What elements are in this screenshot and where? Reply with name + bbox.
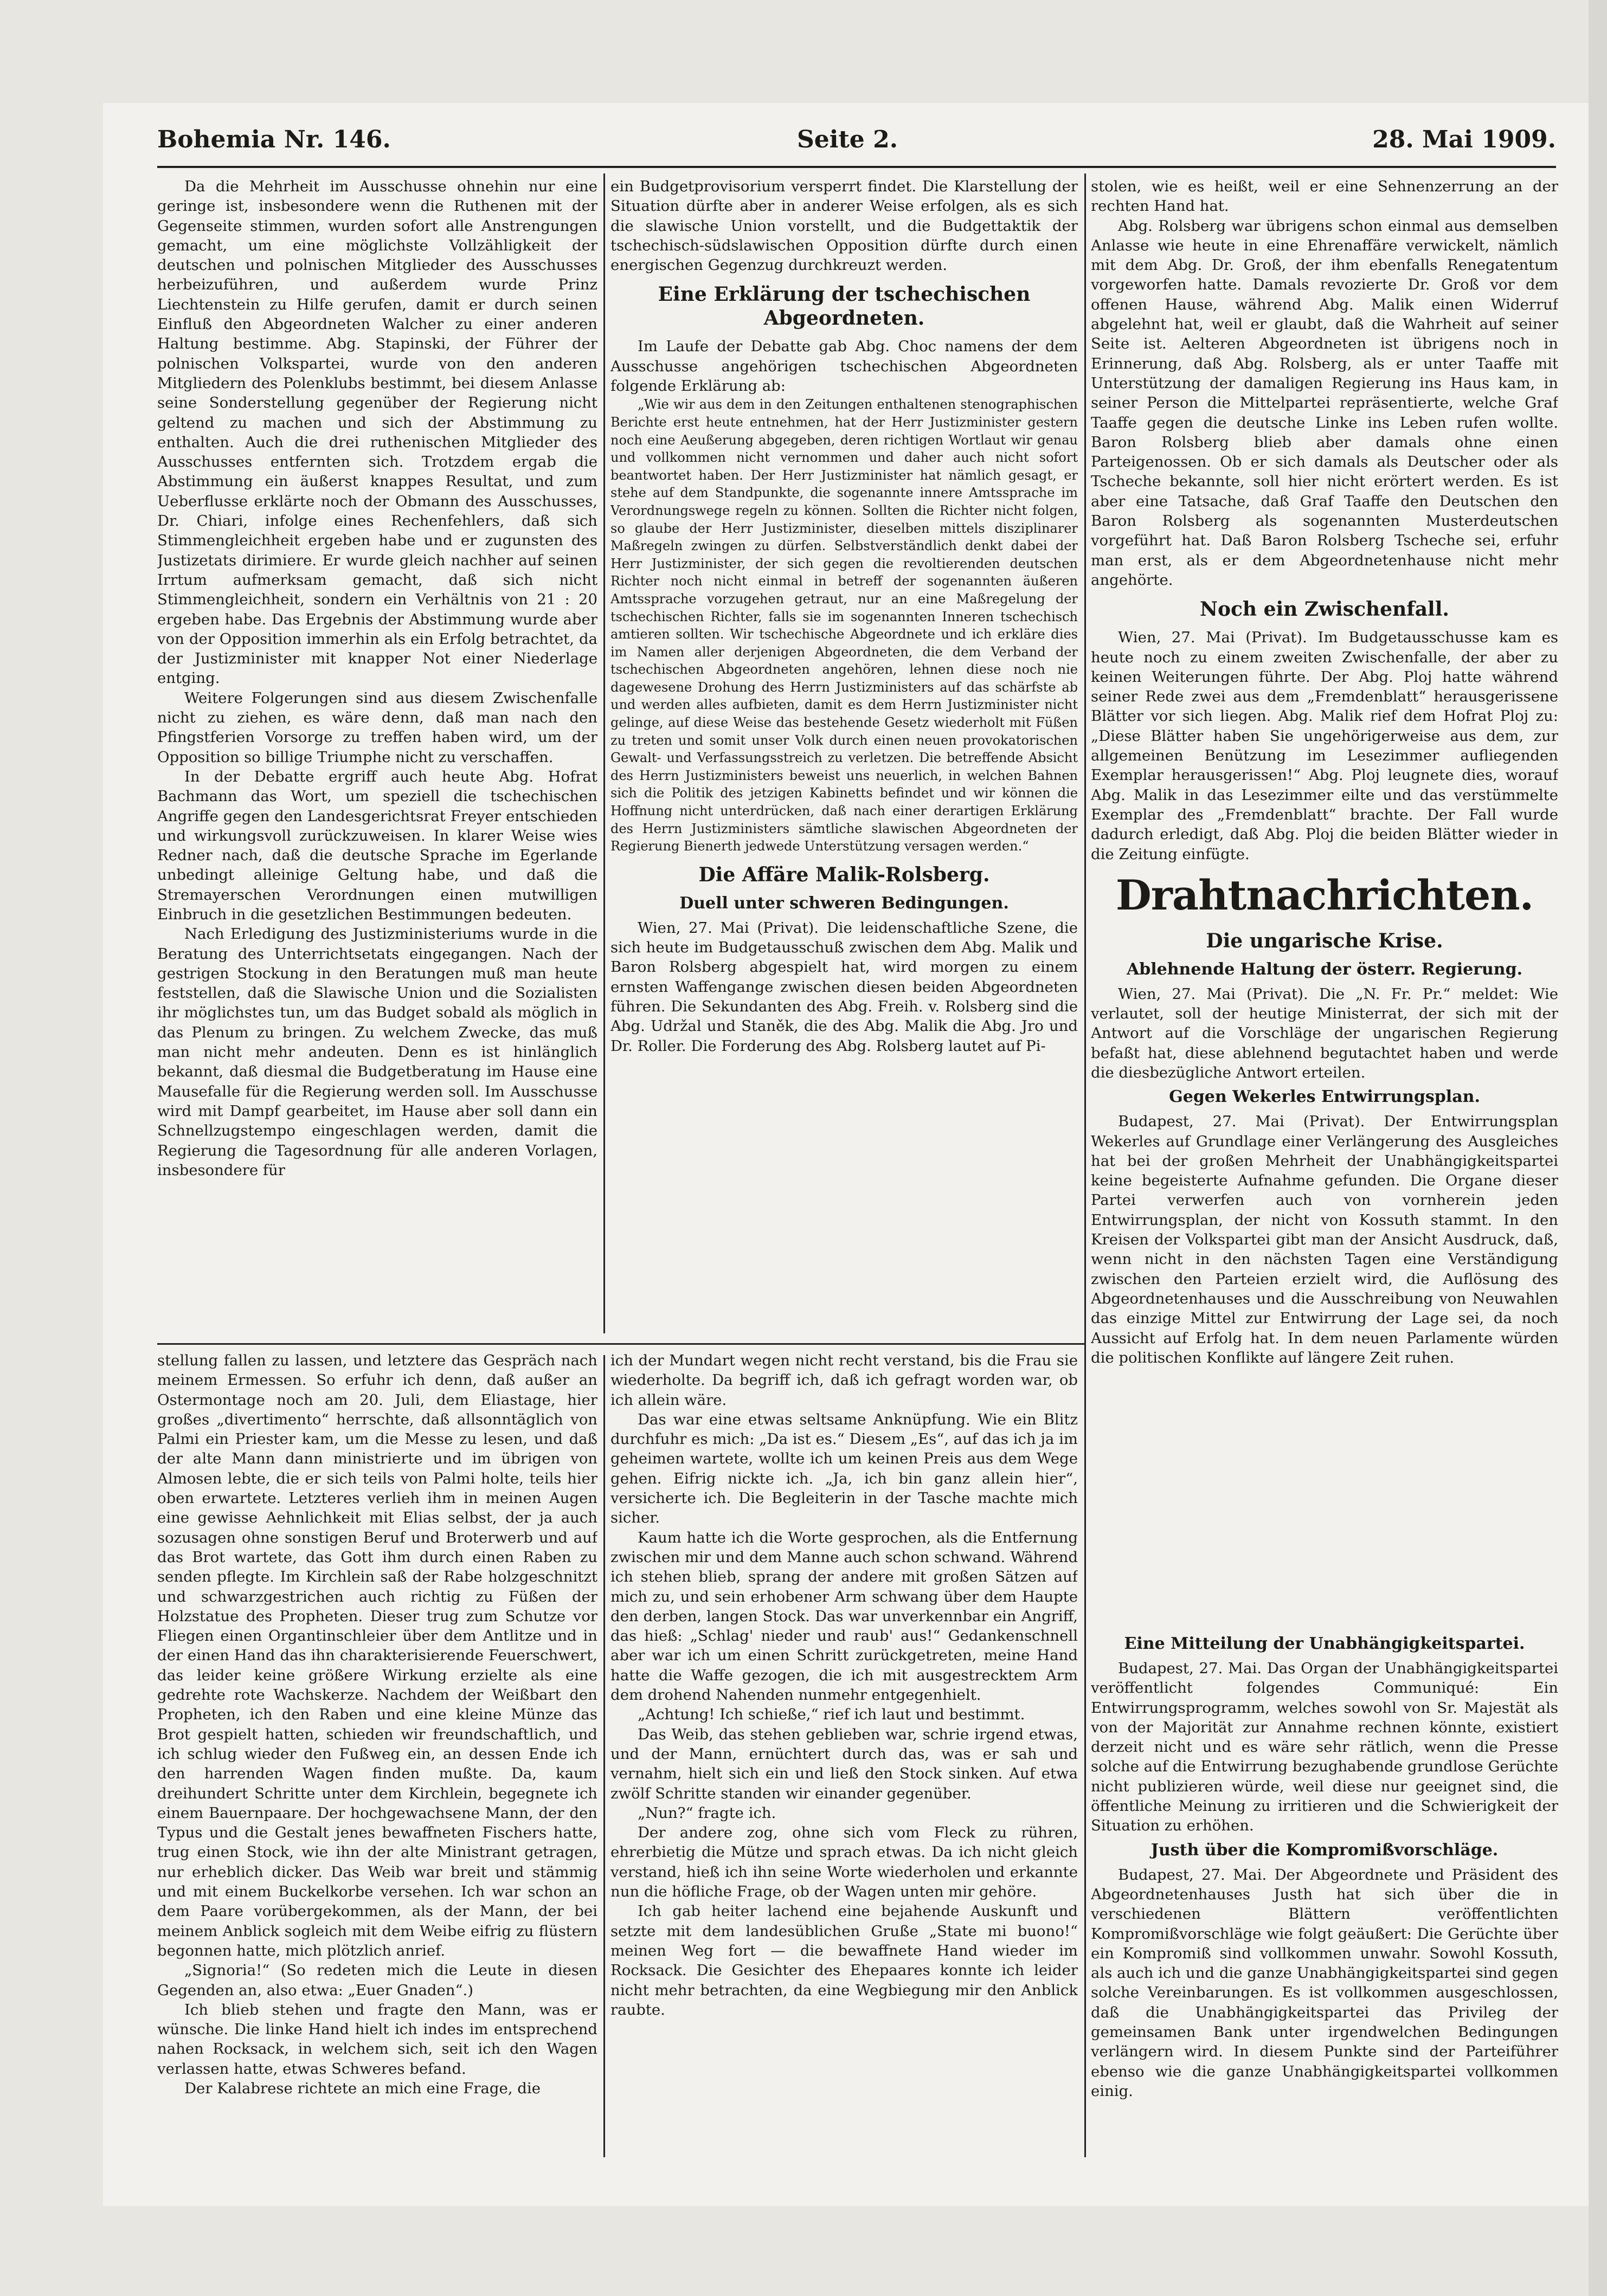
article-column-1 [157,177,597,1337]
issue-date: 28. Mai 1909. [1372,126,1556,153]
paragraph: „Achtung! Ich schieße,“ rief ich laut und bestimmt. [638,1706,1025,1724]
paragraph: ein Budgetprovisorium versperrt findet. Die Klarstellung der Situation dürfte aber in anderer Weise erfolgen, als es sich die slawische Union vorstellt, und die Budgettaktik der tschechisch-südslawischen Opposition dürfte durch einen energischen Gegenzug durchkreuzt werden. [610,178,1078,274]
scan-edge [1589,0,1607,2296]
paragraph: ich der Mundart wegen nicht recht verstand, bis die Frau sie wiederholte. Da begriff ich, daß ich gefragt worden war, ob ich allein wäre. [610,1352,1078,1409]
paragraph: Weitere Folgerungen sind aus diesem Zwischenfalle nicht zu ziehen, es wäre denn, daß man nach den Pfingstferien Vorsorge zu treffen haben wird, um der Opposition so billige Triumphe nicht zu verschaffen. [157,689,597,766]
article-column-6 [1091,1629,1558,2160]
article-column-2 [610,177,1078,1337]
paragraph: Der Kalabrese richtete an mich eine Frage, die [184,2079,541,2097]
page-header [157,126,1556,164]
subheadline-unabhaengigkeitspartei: Eine Mitteilung der Unabhängigkeitspartei. [1124,1634,1525,1653]
masthead-issue: Bohemia Nr. 146. [157,126,391,153]
feuilleton-column-1 [157,1351,597,2158]
subheadline-duel: Duell unter schweren Bedingungen. [679,893,1009,913]
paragraph: „Nun?“ fragte ich. [638,1804,776,1822]
subheadline-wekerle: Gegen Wekerles Entwirrungsplan. [1169,1087,1480,1107]
paragraph: Wien, 27. Mai (Privat). Die leidenschaftliche Szene, die sich heute im Budgetausschuß zwischen dem Abg. Malik und Baron Rolsberg abgespielt hat, wird morgen zu einem ernsten Waffengange zwischen diesen beiden Abgeordneten führen. Die Sekundanten des Abg. Freih. v. Rolsberg sind die Abg. Udržal und Staněk, die des Abg. Malik die Abg. Jro und Dr. Roller. Die Forderung des Abg. Rolsberg lautet auf Pi- [610,919,1078,1055]
column-rule [603,1355,605,2157]
paragraph: „Signoria!“ (So redeten mich die Leute in diesen Gegenden an, also etwa: „Euer Gnaden“.) [157,1962,597,1999]
headline-czech-declaration: Eine Erklärung der tschechischen Abgeordneten. [658,283,1031,330]
paragraph: Budapest, 27. Mai (Privat). Der Entwirrungsplan Wekerles auf Grundlage einer Verlängerung des Ausgleiches hat bei der großen Mehrheit der Unabhängigkeitspartei keine begeisterte Aufnahme gefunden. Die Organe dieser Partei verwerfen auch von vornherein jeden Entwirrungsplan, der nicht von Kossuth stammt. In den Kreisen der Volkspartei gibt man der Ansicht Ausdruck, daß, wenn nicht in den nächsten Tagen eine Verständigung zwischen den Parteien erzielt wird, die Auflösung des Abgeordnetenhauses und die Ausschreibung von Neuwahlen das einzige Mittel zur Entwirrung der Lage sei, da noch Aussicht auf Erfolg hat. In dem neuen Parlamente würden die politischen Konflikte auf längere Zeit ruhen. [1091,1113,1558,1366]
paragraph: Da die Mehrheit im Ausschusse ohnehin nur eine geringe ist, insbesondere wenn die Ruthenen mit der Gegenseite stimmen, wurden sofort alle Anstrengungen gemacht, um eine möglichste Vollzähligkeit der deutschen und polnischen Mitglieder des Ausschusses herbeizuführen, und außerdem wurde Prinz Liechtenstein zu Hilfe gerufen, damit er durch seinen Einfluß den Abgeordneten Walcher zu einer anderen Haltung bestimme. Abg. Stapinski, der Führer der polnischen Volkspartei, wurde von den anderen Mitgliedern des Polenklubs bestimmt, bei diesem Anlasse seine Sonderstellung gegenüber der Regierung nicht geltend zu machen und sich der Abstimmung zu enthalten. Auch die drei ruthenischen Mitglieder des Ausschusses entfernten sich. Trotzdem ergab die Abstimmung ein äußerst knappes Resultat, und zum Ueberflusse erklärte noch der Obmann des Ausschusses, Dr. Chiari, infolge eines Rechenfehlers, daß sich Stimmengleichheit ergeben habe und er zugunsten des Justizetats dirimiere. Er wurde gleich nachher auf seinen Irrtum aufmerksam gemacht, daß sich nicht Stimmengleichheit, sondern ein Verhältnis von 21 : 20 ergeben habe. Das Ergebnis der Abstimmung wurde aber von der Opposition immerhin als ein Erfolg betrachtet, da der Justizminister mit knapper Not einer Niederlage entging. [157,178,597,687]
headline-malik-rolsberg: Die Affäre Malik-Rolsberg. [698,863,990,886]
section-title-drahtnachrichten: Drahtnachrichten. [1115,870,1534,919]
paragraph: Ich blieb stehen und fragte den Mann, was er wünsche. Die linke Hand hielt ich indes im entsprechend nahen Rocksack, in welchem sich, seit ich den Wagen verlassen hatte, etwas Schweres befand. [157,2001,597,2078]
header-rule [157,166,1556,168]
paragraph: Kaum hatte ich die Worte gesprochen, als die Entfernung zwischen mir und dem Manne auch schon schwand. Während ich stehen blieb, sprang der andere mit großen Sätzen auf mich zu, und sein erhobener Arm schwang über dem Haupte den derben, langen Stock. Das war unverkennbar ein Angriff, das hieß: „Schlag' nieder und raub' aus!“ Gedankenschnell aber war ich um einen Schritt zurückgetreten, meine Hand hatte die Waffe gezogen, die ich mit ausgestrecktem Arm dem drohend Nahenden nunmehr entgegenhielt. [610,1528,1078,1704]
feuilleton-column-2 [610,1351,1078,2158]
paragraph: Das Weib, das stehen geblieben war, schrie irgend etwas, und der Mann, ernüchtert durch das, was er sah und vernahm, hielt sich ein und ließ den Stock sinken. Auf etwa zwölf Schritte standen wir einander gegenüber. [610,1725,1078,1802]
paragraph: stolen, wie es heißt, weil er eine Sehnenzerrung an der rechten Hand hat. [1091,178,1558,215]
paragraph: Das war eine etwas seltsame Anknüpfung. Wie ein Blitz durchfuhr es mich: „Da ist es.“ Diesem „Es“, auf das ich ja im geheimen wartete, wollte ich um keinen Preis aus dem Wege gehen. Eifrig nickte ich. „Ja, ich bin ganz allein hier“, versicherte ich. Die Begleiterin in der Tasche machte mich sicher. [610,1410,1078,1527]
subheadline-justh: Justh über die Kompromißvorschläge. [1150,1840,1499,1860]
paragraph: Wien, 27. Mai (Privat). Im Budgetausschusse kam es heute noch zu einem zweiten Zwischenfalle, der aber zu keinen Weiterungen führte. Der Abg. Ploj hatte während seiner Rede zwei aus dem „Fremdenblatt“ herausgerissene Blätter vor sich liegen. Abg. Malik rief dem Hofrat Ploj zu: „Diese Blätter haben Sie ungehörigerweise aus dem, zur allgemeinen Benützung im Lesezimmer aufliegenden Exemplar herausgerissen!“ Abg. Ploj leugnete dies, worauf Abg. Malik in das Lesezimmer eilte und das verstümmelte Exemplar des „Fremdenblatt“ brachte. Der Fall wurde dadurch erledigt, daß Abg. Ploj die beiden Blätter wieder in die Zeitung einfügte. [1091,629,1558,863]
paragraph: Nach Erledigung des Justizministeriums wurde in die Beratung des Unterrichtsetats eingegangen. Nach der gestrigen Stockung in den Beratungen muß man heute feststellen, daß die Slawische Union und die Sozialisten ihr möglichstes tun, um das Budget sobald als möglich in das Plenum zu bringen. Zu welchem Zwecke, das muß man nicht mehr andeuten. Denn es ist hinlänglich bekannt, daß diesmal die Budgetberatung im Hause eine Mausefalle für die Regierung werden soll. Im Ausschusse wird mit Dampf gearbeitet, im Hause aber soll dann ein Schnellzugstempo eingeschlagen werden, damit die Regierung die Tagesordnung für alle anderen Vorlagen, insbesondere für [157,925,597,1179]
paragraph: Im Laufe der Debatte gab Abg. Choc namens der dem Ausschusse angehörigen tschechischen Abgeordneten folgende Erklärung ab: [610,338,1078,395]
paragraph: Abg. Rolsberg war übrigens schon einmal aus demselben Anlasse wie heute in eine Ehrenaffäre verwickelt, nämlich mit dem Abg. Dr. Groß, der ihm ebenfalls Renegatentum vorgeworfen hatte. Damals revozierte Dr. Groß vor dem offenen Hause, während Abg. Malik einen Widerruf abgelehnt hat, weil er glaubt, daß die Wahrheit auf seiner Seite ist. Aelteren Abgeordneten ist übrigens noch in Erinnerung, daß Abg. Rolsberg, als er unter Taaffe mit Unterstützung der damaligen Regierung ins Haus kam, in seiner Person die Mittelpartei repräsentierte, welche Graf Taaffe gegen die deutsche Linke ins Leben rufen wollte. Baron Rolsberg blieb aber damals ohne einen Parteigenossen. Ob er sich damals als Deutscher oder als Tscheche bekannte, soll hier nicht erörtert werden. Es ist aber eine Tatsache, daß Graf Taaffe den Deutschen den Baron Rolsberg als sogenannten Musterdeutschen vorgeführt hat. Daß Baron Rolsberg Tscheche sei, erfuhr man erst, als er dem Abgeordnetenhause nicht mehr angehörte. [1091,217,1558,589]
paragraph: In der Debatte ergriff auch heute Abg. Hofrat Bachmann das Wort, um speziell die tschechischen Angriffe gegen den Landesgerichtsrat Freyer entschieden und wirkungsvoll zurückzuweisen. In klarer Weise wies Redner nach, daß die deutsche Sprache im Egerlande unbedingt alleinige Geltung habe, und daß die Stremayerschen Verordnungen einen mutwilligen Einbruch in die gesetzlichen Bestimmungen bedeuten. [157,768,597,923]
subheadline-regierung: Ablehnende Haltung der österr. Regierung. [1126,959,1523,979]
column-rule [1084,173,1086,2157]
paragraph: Ich gab heiter lachend eine bejahende Auskunft und setzte mit dem landesüblichen Gruße „State mi buono!“ meinen Weg fort — die bewaffnete Hand wieder im Rocksack. Die Gesichter des Ehepaares konnte ich leider nicht mehr betrachten, da eine Wegbiegung mir den Anblick raubte. [610,1902,1078,2018]
declaration-text: „Wie wir aus dem in den Zeitungen enthaltenen stenographischen Berichte erst heute entnehmen, hat der Herr Justizminister gestern noch eine Aeußerung abgegeben, deren richtigen Wortlaut wir genau und vollkommen nicht vernommen und daher auch nicht sofort beantwortet haben. Der Herr Justizminister hat nämlich gesagt, er stehe auf dem Standpunkte, die sogenannte innere Amtssprache im Verordnungswege regeln zu können. Sollten die Richter nicht folgen, so glaube der Herr Justizminister, dieselben mittels disziplinarer Maßregeln zwingen zu dürfen. Selbstverständlich denkt dabei der Herr Justizminister, der sich gegen die revoltierenden deutschen Richter noch nicht einmal in betreff der sogenannten äußeren Amtssprache vorzugehen getraut, nur an eine Maßregelung der tschechischen Richter, falls sie im sogenannten Inneren tschechisch amtieren sollten. Wir tschechische Abgeordnete und ich erkläre dies im Namen aller derjenigen Abgeordneten, die dem Verband der tschechischen Abgeordneten angehören, lehnen diese noch nie dagewesene Drohung des Herrn Justizministers auf das schärfste ab und werden alles aufbieten, damit es dem Herrn Justizminister nicht gelinge, auf diese Weise das bestehende Gesetz wiederholt mit Füßen zu treten und somit unser Volk durch einen neuen provokatorischen Gewalt- und Verfassungsstreich zu verletzen. Die betreffende Absicht des Herrn Justizministers beweist uns neuerlich, in welchen Bahnen sich die Politik des jetzigen Kabinetts befindet und wir können die Hoffnung nicht unterdrücken, daß nach einer derartigen Erklärung des Herrn Justizministers sämtliche slawischen Abgeordneten der Regierung Bienerth jedwede Unterstützung versagen werden.“ [610,397,1078,854]
page-number: Seite 2. [797,126,898,153]
headline-zwischenfall: Noch ein Zwischenfall. [1200,598,1449,621]
paragraph: Wien, 27. Mai (Privat). Die „N. Fr. Pr.“ meldet: Wie verlautet, soll der heutige Ministerrat, der sich mit der Antwort auf die Vorschläge der ungarischen Regierung befaßt hat, diese ablehnend begutachtet haben und werde die diesbezügliche Antwort erteilen. [1091,985,1558,1081]
paragraph: Budapest, 27. Mai. Das Organ der Unabhängigkeitspartei veröffentlicht folgendes Communiqué: Ein Entwirrungsprogramm, welches sowohl von Sr. Majestät als von der Majorität zur Annahme rechnen könnte, existiert derzeit nicht und es wäre sehr rätlich, wenn die Presse solche auf die Entwirrung bezughabende grundlose Gerüchte nicht publizieren würde, weil diese nur geeignet sind, die öffentliche Meinung zu irritieren und die Schwierigkeit der Situation zu erhöhen. [1091,1660,1558,1835]
headline-ungarische-krise: Die ungarische Krise. [1206,929,1443,952]
column-rule [603,173,605,1333]
paragraph: Budapest, 27. Mai. Der Abgeordnete und Präsident des Abgeordnetenhauses Justh hat sich über die in verschiedenen Blättern veröffentlichten Kompromißvorschläge wie folgt geäußert: Die Gerüchte über ein Kompromiß sind vollkommen unwahr. Sowohl Kossuth, als auch ich und die ganze Unabhängigkeitspartei sind gegen solche Vereinbarungen. Es ist vollkommen ausgeschlossen, daß die Unabhängigkeitspartei das Privileg der gemeinsamen Bank unter irgendwelchen Bedingungen verlängern wird. In diesem Punkte sind der Parteiführer ebenso wie die ganze Unabhängigkeitspartei vollkommen einig. [1091,1866,1558,2100]
feuilleton-divider [157,1343,1084,1345]
paragraph: stellung fallen zu lassen, und letztere das Gespräch nach meinem Ermessen. So erfuhr ich denn, daß außer an Ostermontage noch am 20. Juli, dem Eliastage, hier großes „divertimento“ herrschte, daß allsonntäglich von Palmi ein Priester kam, um die Messe zu lesen, und daß der alte Mann dann ministrierte und im übrigen von Almosen lebte, die er sich teils von Palmi holte, teils hier oben erwartete. Letzteres verlieh ihm in meinen Augen eine gewisse Aehnlichkeit mit Elias selbst, der ja auch sozusagen ohne sonstigen Beruf und Broterwerb und auf das Brot wartete, das Gott ihm durch einen Raben zu senden pflegte. Im Kirchlein saß der Rabe holzgeschnitzt und schwarzgestrichen auch richtig zu Füßen der Holzstatue des Propheten. Dieser trug zum Schutze vor Fliegen einen Organtinschleier über dem Antlitze und in der einen Hand das ihn charakterisierende Feuerschwert, das leider keine größere Wirkung erzielte als eine gedrehte rote Wachskerze. Nachdem der Weißbart den Propheten, ich den Raben und eine kleine Münze das Brot gespielt hatten, schieden wir freundschaftlich, und ich schlug wieder den Fußweg ein, an dessen Ende ich den harrenden Wagen finden mußte. Da, kaum dreihundert Schritte unter dem Kirchlein, begegnete ich einem Bauernpaare. Der hochgewachsene Mann, der den Typus und die Gestalt jenes bewaffneten Fischers hatte, trug einen Stock, wie ihn der alte Ministrant getragen, nur erheblich dicker. Das Weib war breit und stämmig und mit einem Buckelkorbe versehen. Ich war schon an dem Paare vorübergekommen, als der Mann, der bei meinem Anblick sogleich mit dem Weibe eifrig zu flüstern begonnen hatte, mich plötzlich anrief. [157,1352,597,1959]
article-column-3 [1091,177,1558,1629]
paragraph: Der andere zog, ohne sich vom Fleck zu rühren, ehrerbietig die Mütze und sprach etwas. Da ich nicht gleich verstand, hieß ich ihn seine Worte wiederholen und erkannte nun die höfliche Frage, ob der Wagen unten mir gehöre. [610,1824,1078,1901]
